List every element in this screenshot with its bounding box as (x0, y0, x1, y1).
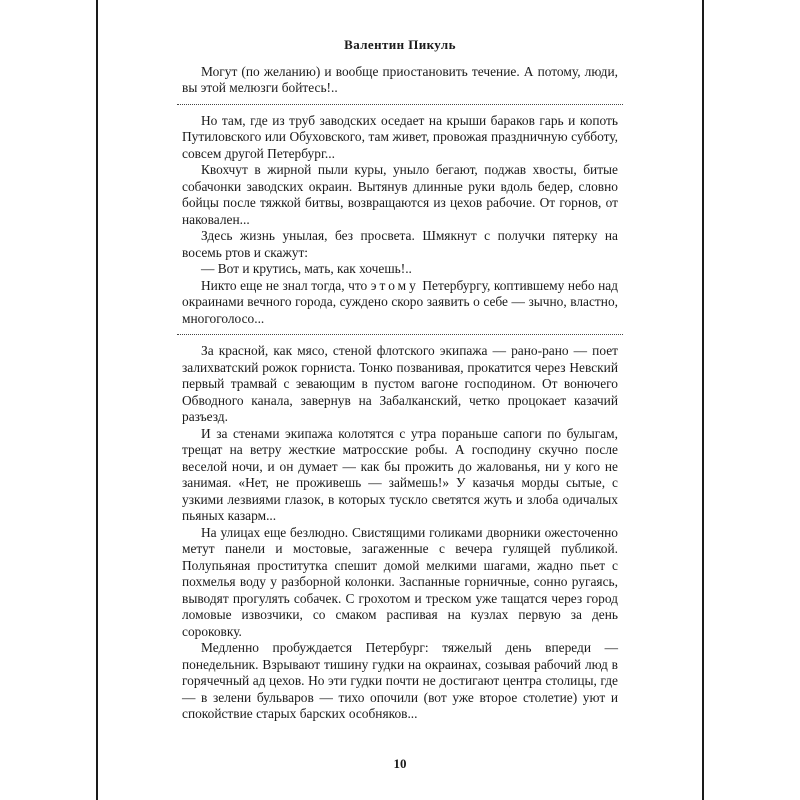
paragraph-text: Петербургу, коптившему небо над окраинами вечного города, суждено скоро заявить о себе — зычно, властно, многоголосо... (182, 277, 618, 326)
paragraph: И за стенами экипажа колотятся с утра пораньше сапоги по булыгам, трещат на ветру жесткие матросские робы. А господину скучно после веселой ночи, и он думает — как бы прожить до жалованья, ни у кого не занимая. «Нет, не проживешь — займешь!» У казачья морды сытые, с узкими лезвиями глазок, в которых тускло светятся жуть и злоба одичалых пьяных казарм... (182, 425, 618, 523)
page-number: 10 (393, 756, 407, 771)
paragraph: Здесь жизнь унылая, без просвета. Шмякнут с получки пятерку на восемь ртов и скажут: (182, 228, 618, 260)
emphasized-word: этому (370, 277, 419, 293)
paragraph: На улицах еще безлюдно. Свистящими голиками дворники ожесточенно метут панели и мостовые, загаженные с вечера гулящей публикой. Полупьяная проститутка спешит домой мелкими шагами, жадно пьет с похмелья воду у разборной колонки. Заспанные горничные, сонно ругаясь, выводят прогулять собачек. С грохотом и треском уже тащатся через город ломовые извозчики, со смаком распивая на кузлах первую за день сороковку. (182, 524, 618, 639)
page-content (182, 37, 618, 723)
paragraph: Медленно пробуждается Петербург: тяжелый день впереди — понедельник. Взрывают тишину гудки на окраинах, созывая рабочий люд в горячечный ад цехов. Но эти гудки почти не достигают центра столицы, где — в зелени бульваров — тихо опочили (вот уже второе столетие) уют и спокойствие старых барских особняков... (182, 640, 618, 721)
paragraph-text: Никто еще не знал тогда, что (201, 277, 371, 293)
book-page (96, 0, 704, 800)
section-divider (177, 334, 623, 335)
paragraph (182, 278, 618, 328)
paragraph: — Вот и крутись, мать, как хочешь!.. (201, 261, 412, 276)
paragraph: Но там, где из труб заводских оседает на крыши бараков гарь и копоть Путиловского или Обуховского, там живет, провожая праздничную субботу, совсем другой Петербург... (182, 112, 618, 161)
paragraph: За красной, как мясо, стеной флотского экипажа — рано-рано — поет залихватский рожок горниста. Тонко позванивая, прокатится через Невский первый трамвай с зевающим в пустом вагоне господином. От вонючего Обводного канала, завернув на Забалканский, четко процокает казачий разъезд. (182, 343, 618, 424)
paragraph: Могут (по желанию) и вообще приостановить течение. А потому, люди, вы этой мелюзги бойтесь!.. (182, 63, 618, 95)
paragraph: Квохчут в жирной пыли куры, уныло бегают, поджав хвосты, битые собачонки заводских окраин. Вытянув длинные руки вдоль бедер, словно бойцы после тяжкой битвы, возвращаются из цехов рабочие. От горнов, от наковален... (182, 162, 618, 227)
section-divider (177, 104, 623, 105)
running-head: Валентин Пикуль (344, 37, 456, 52)
